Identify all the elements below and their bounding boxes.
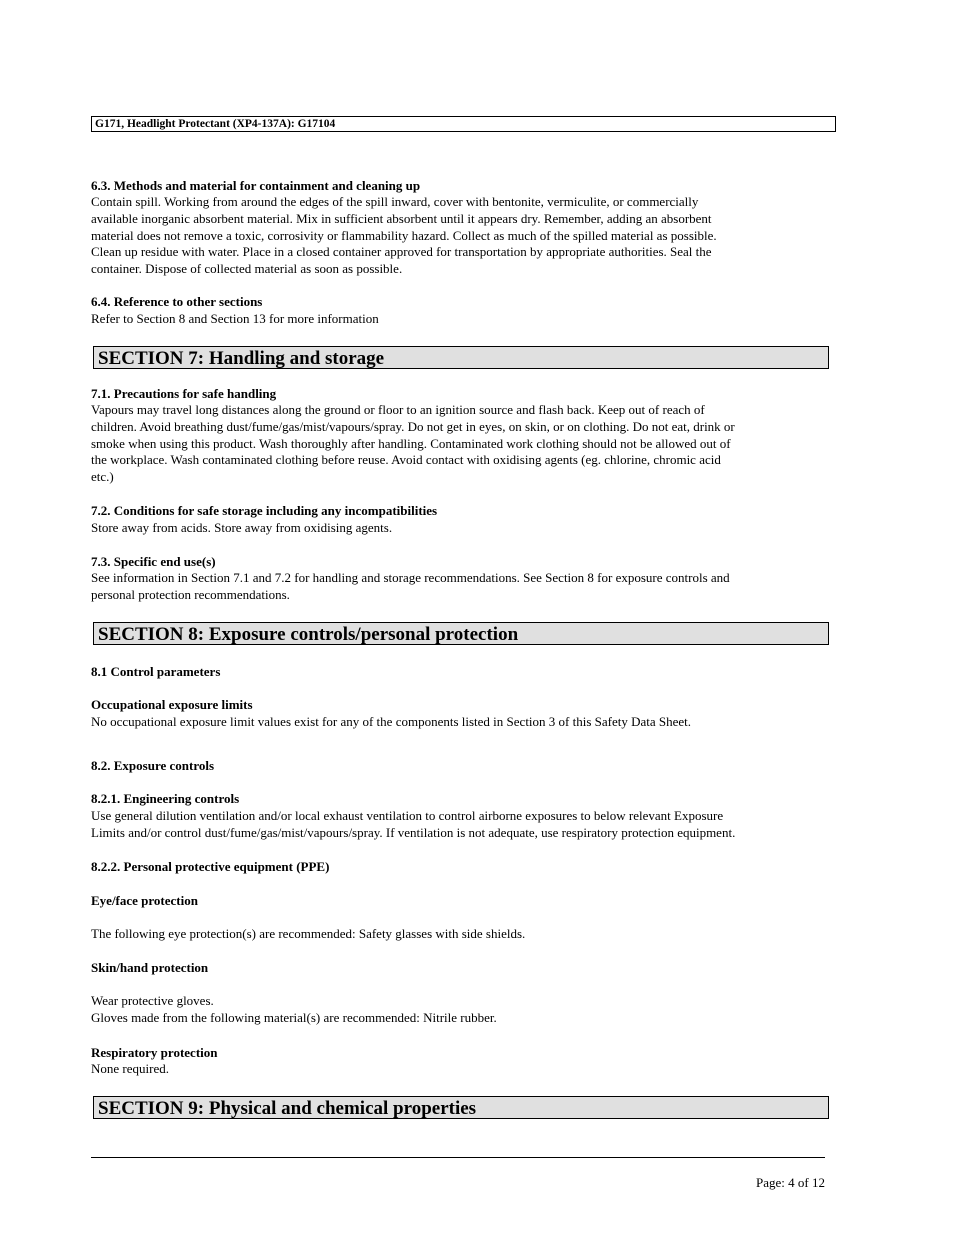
- paragraph-7-2: Store away from acids. Store away from oxidising agents.: [91, 520, 393, 535]
- paragraph-respiratory-protection: None required.: [91, 1061, 169, 1076]
- text-line: Contain spill. Working from around the edges of the spill inward, cover with bentonite, vermiculite, or commercially: [91, 194, 699, 209]
- subsection-heading-7-3: 7.3. Specific end use(s): [91, 554, 216, 569]
- document-header: G171, Headlight Protectant (XP4-137A): G17104: [91, 116, 836, 132]
- text-line: Limits and/or control dust/fume/gas/mist/vapours/spray. If ventilation is not adequate, use respiratory protection equipment.: [91, 824, 736, 840]
- text-line: Use general dilution ventilation and/or local exhaust ventilation to control airborne exposures to below relevant Exposure: [91, 808, 724, 823]
- text-line: container. Dispose of collected material as soon as possible.: [91, 261, 403, 277]
- text-line: material does not remove a toxic, corrosivity or flammability hazard. Collect as much of the spilled material as possible.: [91, 227, 717, 243]
- text-line: available inorganic absorbent material. Mix in sufficient absorbent until it appears dry. Remember, adding an absorbent: [91, 210, 712, 226]
- paragraph-occupational-exposure-limits: No occupational exposure limit values exist for any of the components listed in Section 3 of this Safety Data Sheet.: [91, 714, 692, 729]
- text-line: the workplace. Wash contaminated clothing before reuse. Avoid contact with oxidising agents (eg. chlorine, chromic acid: [91, 452, 721, 468]
- heading-skin-hand-protection: Skin/hand protection: [91, 960, 209, 975]
- subsection-heading-7-2: 7.2. Conditions for safe storage including any incompatibilities: [91, 503, 438, 518]
- text-line: etc.): [91, 469, 114, 485]
- paragraph-6-4: Refer to Section 8 and Section 13 for more information: [91, 311, 379, 326]
- subsection-heading-6-4: 6.4. Reference to other sections: [91, 294, 263, 309]
- paragraph-6-3: [91, 194, 829, 278]
- paragraph-skin-hand-protection: [91, 993, 829, 1027]
- paragraph-7-3: [91, 570, 829, 604]
- subsection-heading-8-2-2: 8.2.2. Personal protective equipment (PPE): [91, 859, 330, 874]
- subsection-heading-8-2: 8.2. Exposure controls: [91, 758, 215, 773]
- paragraph-eye-face-protection: The following eye protection(s) are recommended: Safety glasses with side shields.: [91, 926, 526, 941]
- subsection-heading-8-2-1: 8.2.1. Engineering controls: [91, 791, 240, 806]
- heading-eye-face-protection: Eye/face protection: [91, 893, 198, 908]
- text-line: Vapours may travel long distances along the ground or floor to an ignition source and flash back. Keep out of reach of: [91, 402, 705, 417]
- paragraph-7-1: [91, 402, 829, 486]
- heading-respiratory-protection: Respiratory protection: [91, 1045, 218, 1060]
- subsection-heading-7-1: 7.1. Precautions for safe handling: [91, 386, 277, 401]
- page-number: Page: 4 of 12: [756, 1175, 825, 1190]
- section-8-banner: SECTION 8: Exposure controls/personal protection: [93, 622, 829, 645]
- text-line: Clean up residue with water. Place in a closed container approved for transportation by appropriate authorities. Seal the: [91, 244, 712, 260]
- text-line: personal protection recommendations.: [91, 586, 290, 602]
- footer-divider: [91, 1157, 825, 1158]
- text-line: Wear protective gloves.: [91, 993, 214, 1008]
- section-7-banner: SECTION 7: Handling and storage: [93, 346, 829, 369]
- paragraph-8-2-1: [91, 808, 829, 842]
- text-line: See information in Section 7.1 and 7.2 for handling and storage recommendations. See Section 8 for exposure controls and: [91, 570, 730, 585]
- text-line: Gloves made from the following material(s) are recommended: Nitrile rubber.: [91, 1009, 497, 1025]
- text-line: smoke when using this product. Wash thoroughly after handling. Contaminated work clothing should not be allowed out of: [91, 435, 731, 451]
- subsection-heading-8-1: 8.1 Control parameters: [91, 664, 221, 679]
- subsection-heading-6-3: 6.3. Methods and material for containment and cleaning up: [91, 178, 421, 193]
- heading-occupational-exposure-limits: Occupational exposure limits: [91, 697, 253, 712]
- text-line: children. Avoid breathing dust/fume/gas/mist/vapours/spray. Do not get in eyes, on skin, or on clothing. Do not eat, drink or: [91, 418, 735, 434]
- section-9-banner: SECTION 9: Physical and chemical properties: [93, 1096, 829, 1119]
